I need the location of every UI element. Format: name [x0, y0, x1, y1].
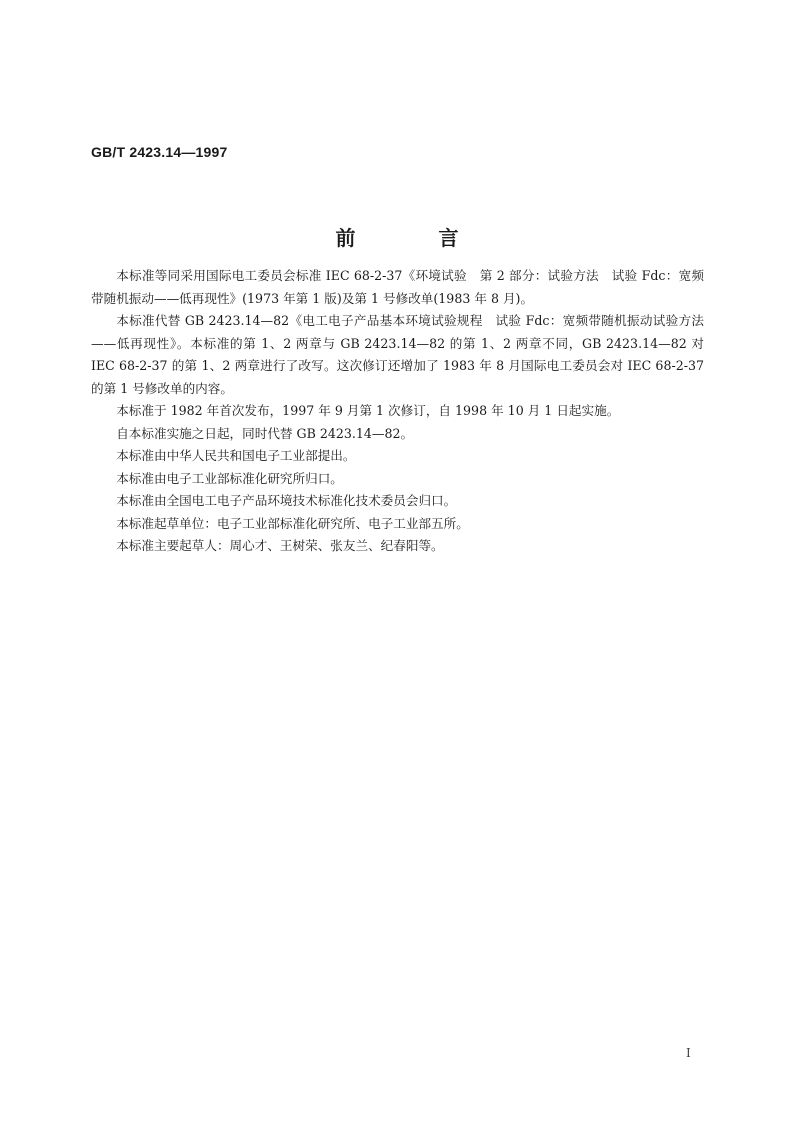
standard-code: GB/T 2423.14—1997 — [91, 144, 228, 160]
paragraph-committee: 本标准由全国电工电子产品环境技术标准化技术委员会归口。 — [116, 493, 457, 508]
paragraph-drafting-units: 本标准起草单位：电子工业部标准化研究所、电子工业部五所。 — [116, 515, 469, 531]
page-number: I — [686, 1046, 691, 1060]
paragraph-responsible-unit: 本标准由电子工业部标准化研究所归口。 — [116, 470, 343, 486]
paragraph-supersedes: 自本标准实施之日起，同时代替 GB 2423.14—82。 — [116, 425, 414, 441]
page-title: 前 言 — [335, 226, 497, 250]
foreword-body — [91, 265, 704, 558]
paragraph-drafters: 本标准主要起草人：周心才、王树荣、张友兰、纪春阳等。 — [116, 538, 444, 553]
paragraph-proposer: 本标准由中华人民共和国电子工业部提出。 — [116, 448, 356, 463]
paragraph-adoption: 本标准等同采用国际电工委员会标准 IEC 68-2-37《环境试验 第 2 部分：试验方法 试验 Fdc：宽频带随机振动——低再现性》(1973 年第 1 版)及第 1 号修改单(1983 年 8 月)。 — [91, 268, 704, 306]
paragraph-replacement: 本标准代替 GB 2423.14—82《电工电子产品基本环境试验规程 试验 Fdc：宽频带随机振动试验方法——低再现性》。本标准的第 1、2 两章与 GB 2423.14—82 的第 1、2 两章不同，GB 2423.14—82 对 IEC 68-2-37 的第 1、2 两章进行了改写。这次修订还增加了 1983 年 8 月国际电工委员会对 IEC 68-2-37 的第 1 号修改单的内容。 — [91, 313, 704, 396]
paragraph-history: 本标准于 1982 年首次发布，1997 年 9 月第 1 次修订，自 1998 年 10 月 1 日起实施。 — [116, 403, 620, 418]
